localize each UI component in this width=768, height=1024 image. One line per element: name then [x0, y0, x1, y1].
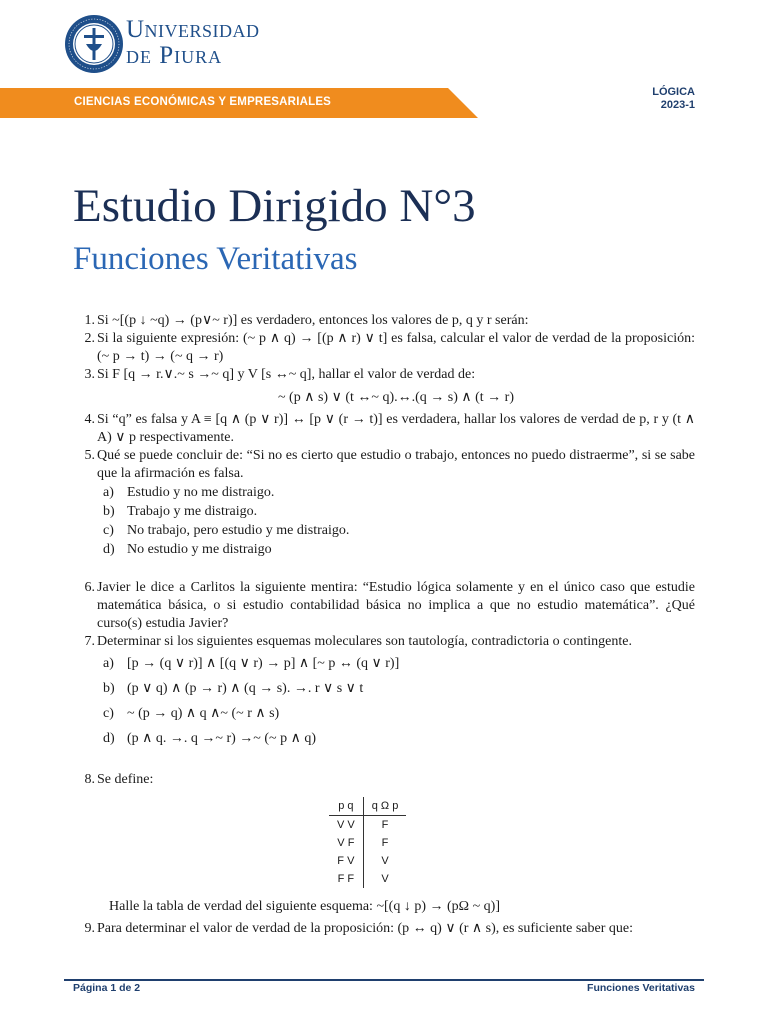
option-7c — [97, 701, 695, 726]
question-number: 9. — [84, 921, 95, 936]
option-text: (p ∧ q. →. q →~ r) →~ (~ p ∧ q) — [127, 731, 317, 746]
question-text: Si la siguiente expresión: (~ p ∧ q) → [(p ∧ r) ∨ t] es falsa, calcular el valor de verdad de la proposición: (~ p → t) → (~ q → r) — [97, 331, 695, 364]
document-title: Estudio Dirigido N°3 — [73, 180, 476, 232]
option-text: [p → (q ∨ r)] ∧ [(q ∨ r) → p] ∧ [~ p ↔ (q ∨ r)] — [127, 656, 400, 671]
option-text: Trabajo y me distraigo. — [127, 504, 258, 519]
university-name — [126, 17, 260, 68]
option-text: ~ (p → q) ∧ q ∧~ (~ r ∧ s) — [127, 706, 280, 721]
option-label: a) — [103, 485, 114, 500]
course-term: 2023-1 — [660, 99, 695, 111]
university-name-line2: de Piura — [126, 42, 223, 69]
truth-table-row — [329, 870, 406, 888]
option-text: (p ∨ q) ∧ (p → r) ∧ (q → s). →. r ∨ s ∨ t — [127, 681, 364, 696]
question-1 — [84, 312, 695, 330]
question-text: Qué se puede concluir de: “Si no es cierto que estudio o trabajo, entonces no puedo distraerme”, si se sabe que la afirmación es falsa. — [97, 448, 695, 481]
option-5c — [97, 521, 695, 540]
question-number: 3. — [84, 367, 95, 382]
question-3 — [84, 366, 695, 407]
spacer — [97, 751, 695, 771]
option-5a — [97, 483, 695, 502]
footer-divider — [64, 979, 704, 981]
university-seal-logo — [64, 14, 124, 74]
option-label: c) — [103, 523, 114, 538]
question-number: 5. — [84, 448, 95, 463]
question-6 — [84, 579, 695, 633]
option-7d — [97, 726, 695, 751]
question-text: Determinar si los siguientes esquemas moleculares son tautología, contradictoria o contingente. — [97, 634, 632, 649]
truth-table-cell: F — [381, 819, 389, 831]
option-label: d) — [103, 731, 115, 746]
option-5b — [97, 502, 695, 521]
course-name: LÓGICA — [652, 86, 695, 98]
option-label: d) — [103, 542, 115, 557]
question-text: Se define: — [97, 772, 154, 787]
question-number: 4. — [84, 412, 95, 427]
option-text: No trabajo, pero estudio y me distraigo. — [127, 523, 350, 538]
truth-table-cell: F F — [329, 870, 363, 888]
truth-table-cell: q Ω p — [363, 797, 406, 816]
question-8 — [84, 771, 695, 789]
question-number: 8. — [84, 772, 95, 787]
spacer — [97, 559, 695, 579]
option-label: c) — [103, 706, 114, 721]
option-text: No estudio y me distraigo — [127, 542, 272, 557]
document-subtitle: Funciones Veritativas — [73, 241, 358, 277]
page-number: Página 1 de 2 — [73, 982, 141, 994]
course-info — [652, 86, 695, 112]
question-number: 1. — [84, 313, 95, 328]
truth-table-cell: p q — [329, 797, 363, 816]
question-number: 7. — [84, 634, 95, 649]
truth-table-cell: F — [381, 837, 389, 849]
question-text: Para determinar el valor de verdad de la proposición: (p ↔ q) ∨ (r ∧ s), es suficiente saber que: — [97, 921, 633, 936]
question-4 — [84, 411, 695, 447]
question-text: Si ~[(p ↓ ~q) → (p∨~ r)] es verdadero, entonces los valores de p, q y r serán: — [97, 313, 529, 328]
option-label: b) — [103, 504, 115, 519]
question-text: Javier le dice a Carlitos la siguiente mentira: “Estudio lógica solamente y en el único caso que estudie matemática básica, o si estudio contabilidad básica no implica a que no estudio matemática”. ¿Qué curso(s) estudia Javier? — [97, 580, 695, 631]
truth-table-row — [329, 816, 406, 835]
option-label: b) — [103, 681, 115, 696]
truth-table-row — [329, 834, 406, 852]
question-text: Si F [q → r.∨.~ s →~ q] y V [s ↔~ q], hallar el valor de verdad de: — [97, 367, 476, 382]
truth-table-cell: V — [381, 873, 389, 885]
question-8-instruction: Halle la tabla de verdad del siguiente esquema: ~[(q ↓ p) → (pΩ ~ q)] — [109, 899, 500, 914]
truth-table-cell: V V — [329, 816, 363, 835]
question-2 — [84, 330, 695, 366]
question-formula: ~ (p ∧ s) ∨ (t ↔~ q).↔.(q → s) ∧ (t → r) — [277, 390, 515, 405]
truth-table-cell: F V — [329, 852, 363, 870]
option-label: a) — [103, 656, 114, 671]
faculty-name: CIENCIAS ECONÓMICAS Y EMPRESARIALES — [74, 96, 332, 108]
university-name-line1: Universidad — [126, 16, 260, 43]
option-7b — [97, 676, 695, 701]
question-9 — [84, 920, 695, 938]
question-text: Si “q” es falsa y A ≡ [q ∧ (p ∨ r)] ↔ [p ∨ (r → t)] es verdadera, hallar los valores de verdad de p, r y (t ∧ A) ∨ p respectivamente. — [97, 412, 695, 445]
option-5d — [97, 540, 695, 559]
footer-topic: Funciones Veritativas — [587, 982, 695, 994]
option-7a — [97, 651, 695, 676]
question-7 — [84, 633, 695, 651]
truth-table-cell: V F — [329, 834, 363, 852]
question-5 — [84, 447, 695, 483]
exercise-list — [84, 312, 695, 938]
option-text: Estudio y no me distraigo. — [127, 485, 275, 500]
truth-table-row — [329, 852, 406, 870]
truth-table — [329, 797, 406, 888]
question-number: 2. — [84, 331, 95, 346]
question-number: 6. — [84, 580, 95, 595]
truth-table-header — [329, 797, 406, 816]
truth-table-cell: V — [381, 855, 389, 867]
